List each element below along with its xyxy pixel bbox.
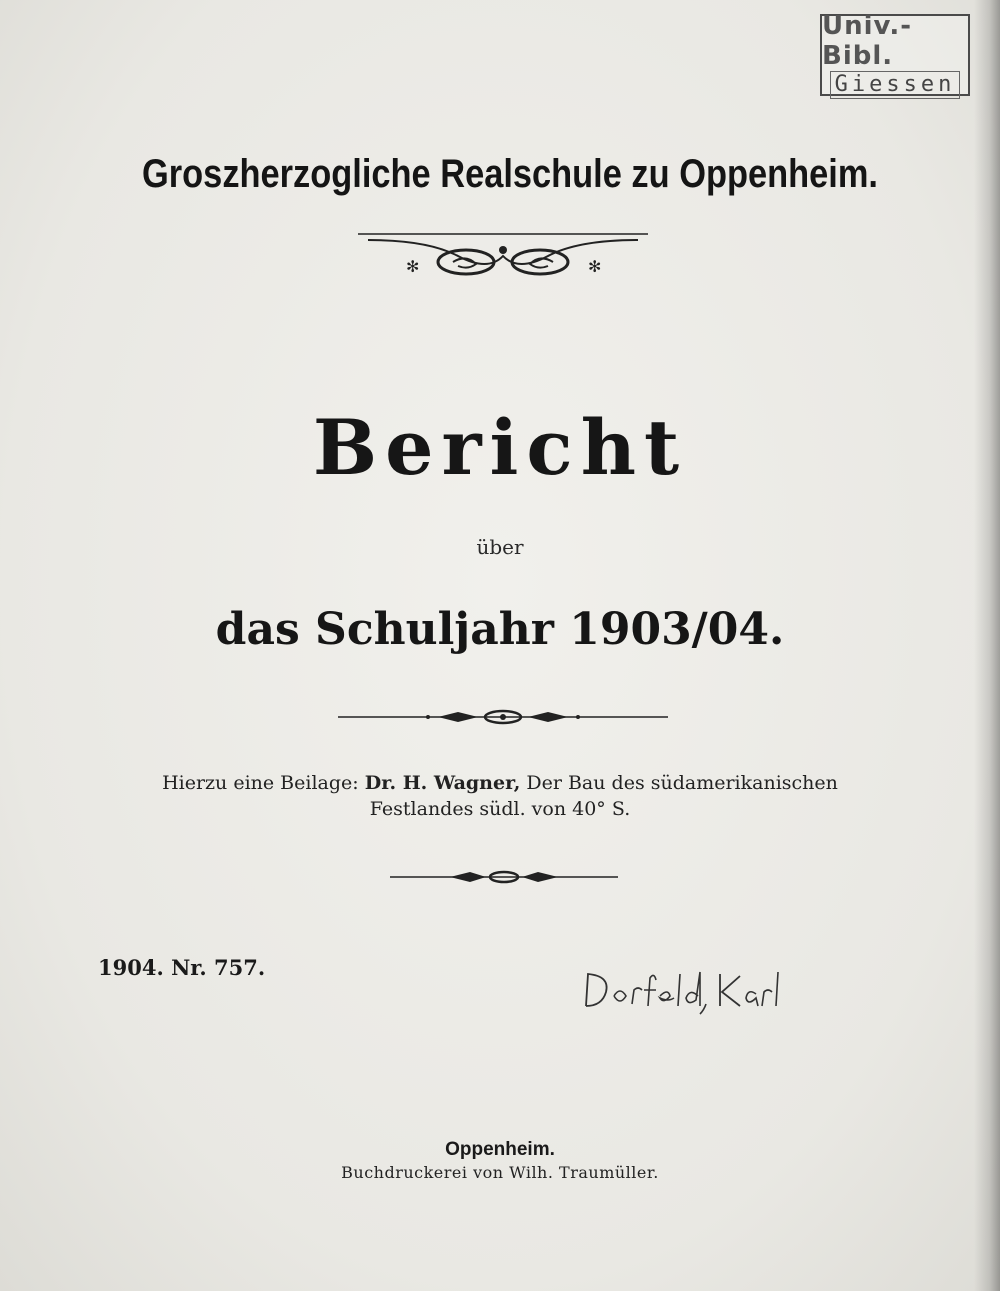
stamp-line-1: Univ.-Bibl. bbox=[822, 11, 913, 71]
supplement-title-line-1: Der Bau des südamerikanischen bbox=[526, 772, 838, 794]
supplement-note bbox=[100, 770, 900, 822]
supplement-title-line-2: Festlandes südl. von 40° S. bbox=[369, 798, 631, 820]
ornament-scroll bbox=[348, 226, 658, 284]
imprint-place: Oppenheim. bbox=[445, 1139, 555, 1160]
library-stamp bbox=[820, 11, 970, 97]
catalog-number: 1904. Nr. 757. bbox=[98, 955, 266, 980]
document-title: Bericht bbox=[312, 403, 688, 492]
imprint-printer: Buchdruckerei von Wilh. Traumüller. bbox=[341, 1163, 659, 1182]
ornament-divider-small bbox=[390, 866, 618, 888]
ornament-divider bbox=[338, 706, 668, 728]
title-connector: über bbox=[476, 535, 524, 559]
handwritten-signature bbox=[580, 966, 780, 1016]
supplement-line-1 bbox=[100, 770, 900, 796]
svg-text:✻: ✻ bbox=[588, 257, 602, 276]
school-name: Groszherzogliche Realschule zu Oppenheim. bbox=[142, 152, 878, 196]
stamp-line-2: Giessen bbox=[830, 71, 961, 99]
supplement-intro: Hierzu eine Beilage: bbox=[162, 772, 359, 794]
svg-text:✻: ✻ bbox=[406, 257, 420, 276]
supplement-author: Dr. H. Wagner, bbox=[364, 772, 521, 794]
school-year-title: das Schuljahr 1903/04. bbox=[215, 604, 785, 655]
